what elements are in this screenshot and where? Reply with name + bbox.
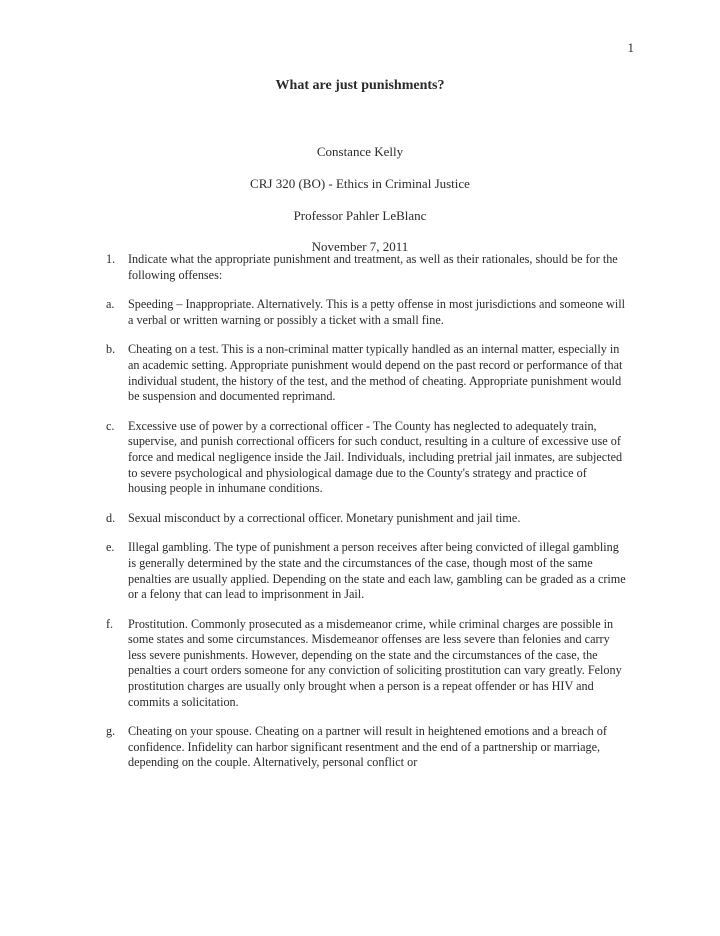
list-marker: a. xyxy=(106,297,115,312)
list-item-text: Speeding – Inappropriate. Alternatively. This is a petty offense in most jurisdictions and someone will a verbal or written warning or possibly a ticket with a small fine. xyxy=(128,297,626,327)
instructor-name: Professor Pahler LeBlanc xyxy=(293,208,427,223)
list-item xyxy=(106,617,626,711)
list-item xyxy=(106,342,626,404)
list-item xyxy=(106,297,626,328)
list-marker: f. xyxy=(106,616,114,631)
list-item-text: Cheating on a test. This is a non-criminal matter typically handled as an internal matter, especially in an academic setting. Appropriate punishment would depend on the past record or performance of that individual student, the history of the test, and the method of cheating. Appropriate punishment would be suspension and documented reprimand. xyxy=(128,342,623,404)
list-item xyxy=(106,511,626,527)
list-item-text: Excessive use of power by a correctional officer - The County has neglected to adequately train, supervise, and punish correctional officers for such conduct, resulting in a culture of excessive use of force and medical negligence inside the Jail. Individuals, including pretrial jail inmates, are subjected to severe psychological and physiological damage due to the County's strategy and practice of housing people in inhumane conditions. xyxy=(128,418,623,496)
list-item-text: Cheating on your spouse. Cheating on a partner will result in heightened emotions and a breach of confidence. Infidelity can harbor significant resentment and the end of a partnership or marriage, depending on the couple. Alternatively, personal conflict or xyxy=(128,724,607,770)
list-marker: 1. xyxy=(106,252,116,266)
list-marker: c. xyxy=(106,418,115,433)
list-marker: e. xyxy=(106,540,115,555)
list-item-text: Indicate what the appropriate punishment and treatment, as well as their rationales, should be for the following offenses: xyxy=(128,252,618,282)
list-item xyxy=(106,419,626,497)
numbered-list xyxy=(106,252,626,785)
list-item-text: Sexual misconduct by a correctional officer. Monetary punishment and jail time. xyxy=(128,510,521,525)
list-item xyxy=(106,252,626,283)
course-name: CRJ 320 (BO) - Ethics in Criminal Justice xyxy=(250,176,470,191)
list-item-text: Illegal gambling. The type of punishment a person receives after being convicted of illegal gambling is generally determined by the state and the circumstances of the case, though most of the same penalties are usually applied. Depending on the state and each law, gambling can be graded as a crime or a felony that can lead to imprisonment in Jail. xyxy=(128,540,626,602)
document-date: November 7, 2011 xyxy=(311,239,409,254)
list-item xyxy=(106,724,626,771)
list-marker: g. xyxy=(106,724,116,739)
author-name: Constance Kelly xyxy=(316,144,404,159)
document-title: What are just punishments? xyxy=(275,78,445,93)
page-number: 1 xyxy=(627,40,634,55)
list-marker: b. xyxy=(106,342,116,357)
list-item xyxy=(106,540,626,602)
list-item-text: Prostitution. Commonly prosecuted as a misdemeanor crime, while criminal charges are possible in some states and some circumstances. Misdemeanor offenses are less severe than felonies and carry less severe punishments. However, depending on the state and the circumstances of the case, the penalties a court orders someone for any conviction of soliciting prostitution can vary greatly. Felony prostitution charges are usually only brought when a person is a repeat offender or has HIV and commits a solicitation. xyxy=(128,616,622,709)
list-marker: d. xyxy=(106,510,116,525)
